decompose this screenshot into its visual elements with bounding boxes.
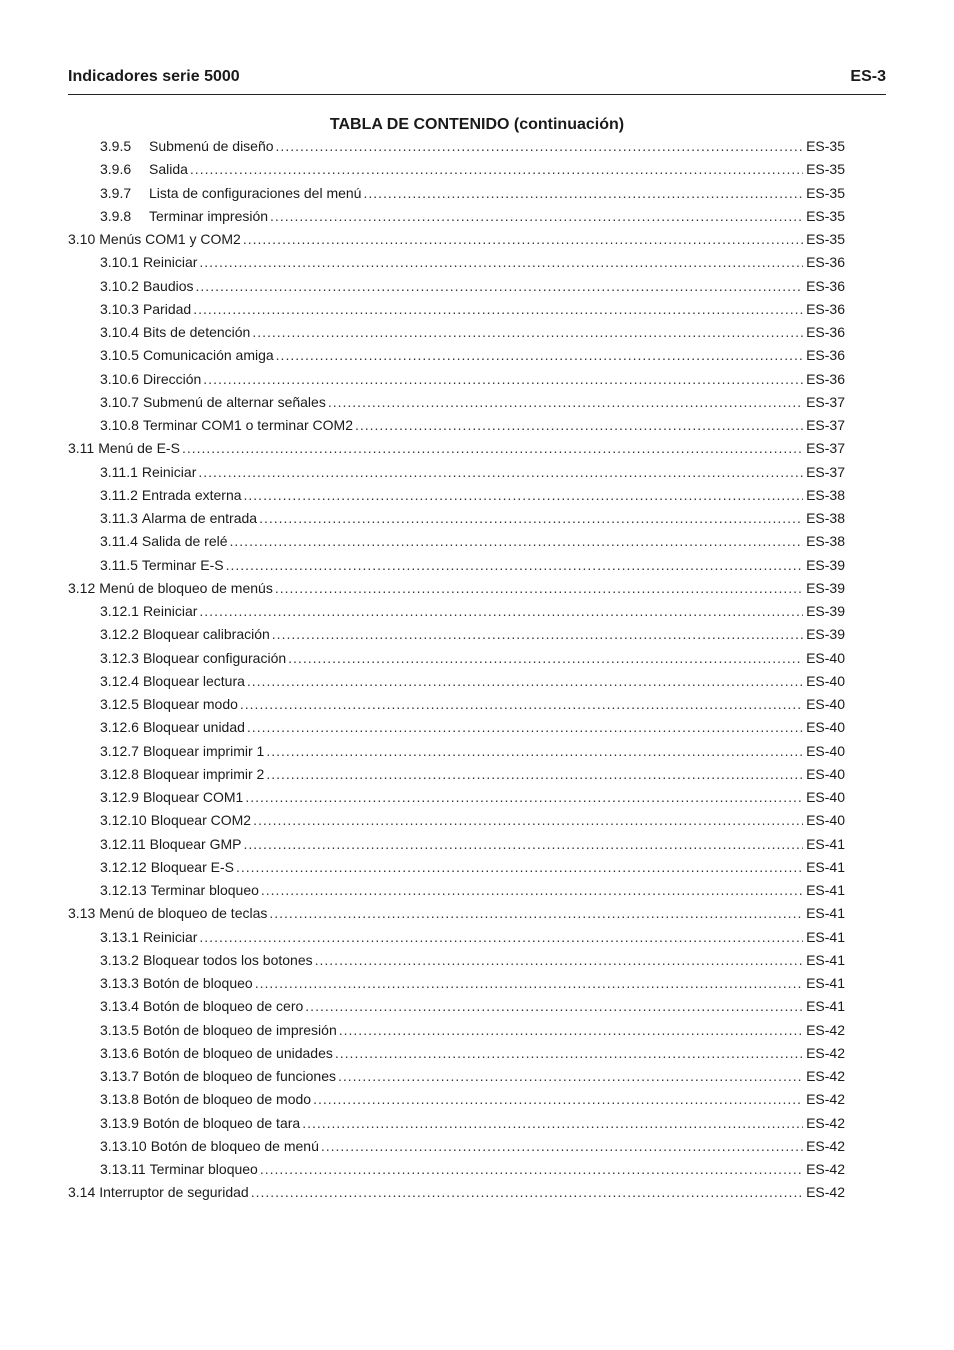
toc-entry-page: ES-40 — [806, 696, 845, 712]
toc-entry-text: Botón de bloqueo de unidades — [142, 1044, 333, 1061]
toc-entry-number: 3.13.8 — [100, 1091, 139, 1108]
toc-entry-label — [100, 719, 245, 735]
toc-entry-label — [100, 417, 353, 433]
toc-entry-text: Reiniciar — [142, 254, 198, 271]
toc-entry-text: Menú de bloqueo de teclas — [99, 905, 268, 922]
toc-entry-number: 3.12.9 — [100, 789, 139, 805]
toc-entry-page: ES-40 — [806, 812, 845, 829]
toc-entry[interactable] — [68, 882, 845, 905]
toc-entry-text: Menú de bloqueo de menús — [99, 579, 273, 596]
toc-dot-leader — [355, 417, 803, 433]
toc-entry-number: 3.11.4 — [100, 533, 138, 550]
toc-entry-number: 3.13.1 — [100, 928, 139, 945]
toc-dot-leader — [302, 1115, 803, 1131]
toc-dot-leader — [259, 510, 803, 526]
toc-entry-label — [100, 929, 197, 945]
toc-entry-page: ES-42 — [806, 1161, 845, 1177]
toc-entry-label — [100, 859, 234, 875]
table-of-contents — [68, 138, 845, 1208]
toc-entry-text: Reiniciar — [142, 928, 198, 945]
toc-entry-page: ES-42 — [806, 1044, 845, 1061]
toc-entry-number: 3.12.1 — [100, 603, 139, 619]
toc-entry[interactable] — [68, 812, 845, 835]
toc-entry[interactable] — [68, 510, 845, 533]
toc-entry[interactable] — [68, 789, 845, 812]
toc-entry-number: 3.14 — [68, 1184, 96, 1201]
toc-dot-leader — [253, 812, 803, 828]
toc-entry-page: ES-41 — [806, 882, 845, 898]
toc-entry-number: 3.10.7 — [100, 393, 139, 410]
toc-dot-leader — [255, 975, 803, 991]
toc-entry-text: Bloquear imprimir 1 — [142, 742, 265, 759]
toc-entry[interactable] — [68, 998, 845, 1021]
toc-entry-page: ES-42 — [806, 1068, 845, 1084]
toc-entry-page: ES-42 — [806, 1137, 845, 1154]
toc-dot-leader — [266, 743, 803, 759]
toc-dot-leader — [230, 533, 804, 549]
toc-entry-label — [100, 812, 251, 828]
toc-entry[interactable] — [68, 859, 845, 882]
toc-entry[interactable] — [68, 557, 845, 580]
toc-entry-number: 3.12.5 — [100, 696, 139, 712]
toc-entry-page: ES-35 — [806, 161, 845, 178]
toc-dot-leader — [244, 836, 804, 852]
document-title: Indicadores serie 5000 — [68, 68, 240, 85]
toc-entry-page: ES-40 — [806, 719, 845, 736]
toc-dot-leader — [245, 789, 803, 805]
toc-entry-label — [100, 975, 253, 991]
toc-entry-page: ES-41 — [806, 858, 845, 875]
toc-entry-label — [100, 254, 197, 270]
toc-entry-label — [100, 603, 197, 619]
toc-entry-text: Bloquear COM1 — [142, 789, 244, 805]
toc-entry-text: Botón de bloqueo — [142, 975, 253, 991]
toc-entry-text: Reiniciar — [141, 463, 197, 480]
toc-dot-leader — [313, 1091, 803, 1107]
toc-entry-number: 3.11.3 — [100, 510, 138, 526]
toc-entry-label — [100, 487, 242, 503]
toc-entry[interactable] — [68, 952, 845, 975]
toc-entry-label — [100, 766, 264, 782]
toc-entry-page: ES-36 — [806, 277, 845, 294]
toc-entry-label — [100, 510, 257, 526]
toc-entry-label — [100, 1022, 337, 1038]
toc-dot-leader — [272, 626, 803, 642]
toc-entry[interactable] — [68, 929, 845, 952]
toc-entry[interactable] — [68, 417, 845, 440]
toc-entry-number: 3.10.1 — [100, 254, 139, 271]
toc-entry[interactable] — [68, 278, 845, 301]
toc-entry-page: ES-41 — [806, 951, 845, 968]
toc-entry-page: ES-42 — [806, 1091, 845, 1108]
toc-entry-page: ES-41 — [806, 928, 845, 945]
toc-entry-page: ES-36 — [806, 324, 845, 340]
toc-entry-text: Botón de bloqueo de tara — [142, 1114, 301, 1131]
toc-dot-leader — [328, 394, 803, 410]
toc-entry[interactable] — [68, 836, 845, 859]
toc-dot-leader — [190, 161, 803, 177]
toc-entry-text: Interruptor de seguridad — [99, 1184, 249, 1201]
toc-entry[interactable] — [68, 696, 845, 719]
toc-entry-label — [100, 161, 188, 177]
toc-entry-text: Terminar impresión — [149, 207, 269, 224]
toc-entry-number: 3.12.7 — [100, 742, 139, 759]
toc-entry-number: 3.13.11 — [100, 1161, 146, 1177]
toc-entry-number: 3.13.9 — [100, 1114, 139, 1131]
toc-entry[interactable] — [68, 324, 845, 347]
toc-entry[interactable] — [68, 766, 845, 789]
toc-entry-text: Menús COM1 y COM2 — [99, 231, 241, 247]
toc-entry-page: ES-36 — [806, 300, 845, 317]
toc-entry-number: 3.13.5 — [100, 1021, 139, 1038]
toc-entry-text: Bloquear unidad — [142, 719, 245, 736]
toc-entry-text: Bloquear COM2 — [150, 812, 252, 829]
toc-entry-label — [100, 464, 196, 480]
toc-entry[interactable] — [68, 371, 845, 394]
toc-entry[interactable] — [68, 626, 845, 649]
toc-entry-text: Bits de detención — [142, 324, 251, 340]
toc-entry[interactable] — [68, 138, 845, 161]
toc-dot-leader — [198, 464, 803, 480]
toc-dot-leader — [315, 952, 803, 968]
toc-entry-label — [68, 1184, 249, 1200]
toc-entry-label — [100, 650, 286, 666]
toc-entry[interactable] — [68, 1115, 845, 1138]
toc-entry-text: Reiniciar — [142, 603, 198, 619]
toc-dot-leader — [203, 371, 803, 387]
toc-entry[interactable] — [68, 208, 845, 231]
toc-entry[interactable] — [68, 719, 845, 742]
toc-entry-text: Botón de bloqueo de menú — [150, 1137, 319, 1154]
toc-entry-number: 3.12.2 — [100, 626, 139, 643]
toc-dot-leader — [363, 185, 803, 201]
toc-entry-label — [100, 347, 274, 363]
toc-entry-text: Lista de configuraciones del menú — [149, 184, 362, 201]
toc-entry-number: 3.12.11 — [100, 835, 146, 852]
toc-dot-leader — [275, 580, 803, 596]
toc-entry-page: ES-42 — [806, 1021, 845, 1038]
toc-dot-leader — [269, 905, 803, 921]
toc-entry-page: ES-39 — [806, 556, 845, 573]
toc-entry-label — [100, 673, 245, 689]
toc-entry-label — [100, 301, 191, 317]
toc-entry[interactable] — [68, 1068, 845, 1091]
toc-entry-number: 3.11.5 — [100, 556, 138, 573]
toc-entry-label — [100, 1068, 336, 1084]
toc-entry-text: Bloquear GMP — [149, 835, 242, 852]
toc-dot-leader — [260, 1161, 803, 1177]
toc-entry-page: ES-42 — [806, 1114, 845, 1131]
toc-entry-page: ES-42 — [806, 1184, 845, 1201]
page-header — [68, 66, 886, 95]
toc-dot-leader — [199, 254, 803, 270]
toc-entry-number: 3.9.7 — [100, 184, 132, 201]
toc-entry-text: Dirección — [142, 370, 202, 387]
toc-entry-text: Alarma de entrada — [141, 510, 258, 526]
toc-entry[interactable] — [68, 185, 845, 208]
toc-entry-page: ES-36 — [806, 347, 845, 364]
toc-dot-leader — [240, 696, 803, 712]
toc-dot-leader — [243, 231, 803, 247]
toc-entry-number: 3.10.4 — [100, 324, 139, 340]
toc-entry-number: 3.12.12 — [100, 858, 147, 875]
toc-entry-label — [100, 185, 361, 201]
toc-entry-page: ES-41 — [806, 835, 845, 852]
toc-entry-page: ES-39 — [806, 626, 845, 643]
toc-entry-text: Bloquear calibración — [142, 626, 270, 643]
toc-entry-text: Salida de relé — [141, 533, 228, 550]
toc-entry[interactable] — [68, 464, 845, 487]
toc-entry-page: ES-37 — [806, 463, 845, 480]
toc-entry-number: 3.11 — [68, 440, 95, 457]
toc-entry[interactable] — [68, 673, 845, 696]
toc-entry-label — [100, 626, 270, 642]
toc-entry-page: ES-41 — [806, 975, 845, 991]
toc-entry[interactable] — [68, 1184, 845, 1207]
toc-entry-number: 3.11.2 — [100, 486, 138, 503]
toc-entry-number: 3.13.6 — [100, 1044, 139, 1061]
toc-entry-page: ES-36 — [806, 370, 845, 387]
toc-entry-number: 3.10.6 — [100, 370, 139, 387]
toc-entry-label — [100, 138, 274, 154]
toc-entry-page: ES-41 — [806, 905, 845, 922]
toc-entry-number: 3.12.8 — [100, 765, 139, 782]
toc-dot-leader — [335, 1045, 803, 1061]
toc-entry-page: ES-40 — [806, 765, 845, 782]
toc-entry-text: Terminar bloqueo — [149, 1161, 258, 1177]
toc-entry-text: Bloquear imprimir 2 — [142, 765, 265, 782]
toc-dot-leader — [199, 603, 803, 619]
toc-entry-number: 3.13.3 — [100, 975, 139, 991]
toc-dot-leader — [199, 929, 803, 945]
toc-entry-label — [100, 1161, 258, 1177]
toc-dot-leader — [288, 650, 803, 666]
toc-entry-number: 3.13.10 — [100, 1137, 147, 1154]
toc-entry[interactable] — [68, 254, 845, 277]
toc-entry[interactable] — [68, 533, 845, 556]
toc-entry-text: Salida — [149, 161, 188, 178]
toc-dot-leader — [236, 859, 803, 875]
toc-entry-page: ES-36 — [806, 254, 845, 271]
toc-dot-leader — [270, 208, 803, 224]
toc-entry-text: Botón de bloqueo de impresión — [142, 1021, 337, 1038]
toc-entry-text: Botón de bloqueo de funciones — [142, 1068, 336, 1084]
toc-entry[interactable] — [68, 603, 845, 626]
toc-entry-text: Baudios — [142, 277, 194, 294]
toc-entry-text: Botón de bloqueo de cero — [142, 998, 304, 1015]
toc-dot-leader — [251, 1184, 803, 1200]
toc-dot-leader — [305, 998, 803, 1014]
toc-entry[interactable] — [68, 231, 845, 254]
toc-entry-number: 3.9.8 — [100, 207, 132, 224]
toc-dot-leader — [261, 882, 803, 898]
toc-entry-page: ES-38 — [806, 486, 845, 503]
toc-entry-number: 3.10.8 — [100, 417, 139, 433]
toc-entry[interactable] — [68, 394, 845, 417]
toc-entry-number: 3.12.13 — [100, 882, 147, 898]
toc-entry-page: ES-37 — [806, 440, 845, 457]
toc-entry[interactable] — [68, 440, 845, 463]
toc-entry-number: 3.10.2 — [100, 277, 139, 294]
toc-entry-number: 3.10.3 — [100, 300, 139, 317]
toc-entry[interactable] — [68, 1045, 845, 1068]
toc-dot-leader — [321, 1138, 803, 1154]
toc-entry-number: 3.11.1 — [100, 463, 138, 480]
toc-entry[interactable] — [68, 1161, 845, 1184]
toc-entry-number: 3.10 — [68, 231, 96, 247]
toc-entry-text: Terminar E-S — [141, 556, 224, 573]
toc-entry-label — [100, 789, 243, 805]
toc-entry-label — [68, 580, 273, 596]
toc-entry[interactable] — [68, 580, 845, 603]
toc-entry-label — [100, 557, 224, 573]
toc-entry-label — [100, 1115, 300, 1131]
toc-entry-label — [68, 905, 267, 921]
toc-entry-text: Botón de bloqueo de modo — [142, 1091, 312, 1108]
toc-entry-page: ES-35 — [806, 184, 845, 201]
toc-entry[interactable] — [68, 650, 845, 673]
toc-entry-page: ES-39 — [806, 579, 845, 596]
toc-entry-page: ES-39 — [806, 603, 845, 619]
toc-entry[interactable] — [68, 1022, 845, 1045]
toc-entry[interactable] — [68, 975, 845, 998]
toc-entry-text: Terminar COM1 o terminar COM2 — [142, 417, 353, 433]
toc-entry-number: 3.13.4 — [100, 998, 139, 1015]
toc-entry-label — [100, 1045, 333, 1061]
toc-entry-text: Terminar bloqueo — [150, 882, 259, 898]
toc-entry-label — [100, 208, 268, 224]
toc-entry-text: Bloquear todos los botones — [142, 951, 313, 968]
toc-entry[interactable] — [68, 743, 845, 766]
toc-entry-page: ES-40 — [806, 742, 845, 759]
toc-entry-number: 3.9.5 — [100, 138, 132, 154]
toc-entry-label — [100, 1138, 319, 1154]
toc-entry-number: 3.12.3 — [100, 649, 139, 666]
toc-entry[interactable] — [68, 301, 845, 324]
toc-entry-number: 3.12.10 — [100, 812, 147, 829]
toc-entry-number: 3.13.2 — [100, 951, 139, 968]
toc-entry-text: Paridad — [142, 300, 192, 317]
toc-dot-leader — [182, 440, 803, 456]
toc-entry-label — [100, 394, 326, 410]
toc-entry-number: 3.13.7 — [100, 1068, 139, 1084]
toc-entry[interactable] — [68, 1138, 845, 1161]
toc-entry-page: ES-37 — [806, 393, 845, 410]
toc-entry-label — [100, 743, 264, 759]
toc-dot-leader — [247, 719, 803, 735]
toc-entry-text: Bloquear modo — [142, 696, 238, 712]
toc-entry-label — [100, 371, 201, 387]
toc-entry-number: 3.9.6 — [100, 161, 132, 178]
toc-entry-number: 3.13 — [68, 905, 96, 922]
toc-entry-text: Comunicación amiga — [142, 347, 274, 364]
toc-entry-number: 3.12 — [68, 579, 96, 596]
toc-entry-number: 3.10.5 — [100, 347, 139, 364]
toc-entry[interactable] — [68, 347, 845, 370]
toc-dot-leader — [244, 487, 804, 503]
toc-entry-page: ES-37 — [806, 417, 845, 433]
toc-entry-number: 3.12.6 — [100, 719, 139, 736]
toc-dot-leader — [252, 324, 803, 340]
toc-entry[interactable] — [68, 487, 845, 510]
toc-entry-label — [100, 882, 259, 898]
toc-entry[interactable] — [68, 161, 845, 184]
toc-entry-label — [100, 998, 303, 1014]
toc-entry-text: Entrada externa — [141, 486, 242, 503]
toc-dot-leader — [266, 766, 803, 782]
toc-dot-leader — [247, 673, 803, 689]
toc-entry-label — [100, 278, 194, 294]
toc-entry-text: Submenú de alternar señales — [142, 393, 326, 410]
toc-dot-leader — [196, 278, 804, 294]
toc-entry-page: ES-40 — [806, 789, 845, 805]
toc-dot-leader — [276, 138, 804, 154]
toc-entry-page: ES-38 — [806, 510, 845, 526]
toc-entry-label — [68, 440, 180, 456]
toc-entry-text: Bloquear configuración — [142, 649, 287, 666]
toc-entry-label — [100, 324, 250, 340]
toc-entry-label — [100, 836, 242, 852]
toc-entry-page: ES-40 — [806, 672, 845, 689]
toc-entry-page: ES-35 — [806, 207, 845, 224]
toc-entry-page: ES-40 — [806, 649, 845, 666]
toc-entry-page: ES-38 — [806, 533, 845, 550]
toc-entry-label — [100, 533, 228, 549]
page-number: ES-3 — [850, 68, 886, 85]
toc-dot-leader — [226, 557, 804, 573]
toc-entry-text: Menú de E-S — [98, 440, 180, 457]
toc-entry-label — [68, 231, 241, 247]
toc-entry-label — [100, 1091, 311, 1107]
toc-dot-leader — [276, 347, 803, 363]
toc-dot-leader — [338, 1068, 803, 1084]
toc-entry[interactable] — [68, 905, 845, 928]
toc-entry-label — [100, 952, 313, 968]
toc-entry-number: 3.12.4 — [100, 672, 139, 689]
toc-dot-leader — [193, 301, 803, 317]
toc-entry-page: ES-41 — [806, 998, 845, 1015]
toc-entry-text: Bloquear lectura — [142, 672, 245, 689]
toc-entry-label — [100, 696, 238, 712]
toc-heading: TABLA DE CONTENIDO (continuación) — [329, 116, 625, 133]
toc-entry-page: ES-35 — [806, 138, 845, 154]
toc-entry-text: Submenú de diseño — [149, 138, 274, 154]
toc-entry[interactable] — [68, 1091, 845, 1114]
toc-entry-text: Bloquear E-S — [150, 858, 234, 875]
toc-dot-leader — [339, 1022, 803, 1038]
toc-entry-page: ES-35 — [806, 231, 845, 247]
